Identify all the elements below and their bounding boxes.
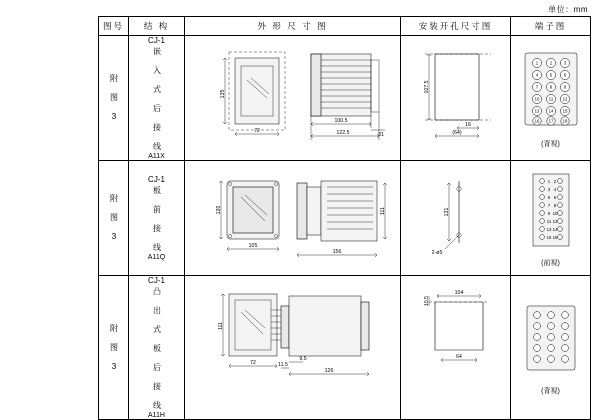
svg-text:13: 13 xyxy=(546,227,551,232)
svg-text:105: 105 xyxy=(248,243,258,249)
mounting-cell-2 xyxy=(401,161,511,276)
header-terminal: 端子图 xyxy=(511,17,591,36)
fig-no-cell-1 xyxy=(99,36,129,161)
structure-model-2: A11Q xyxy=(147,254,166,261)
svg-text:12: 12 xyxy=(552,219,557,224)
unit-note: 单位：mm xyxy=(548,5,588,14)
svg-text:13: 13 xyxy=(534,108,539,114)
terminal-cell-2 xyxy=(511,161,591,276)
table-row xyxy=(99,161,591,276)
svg-text:18: 18 xyxy=(562,118,567,124)
svg-text:4: 4 xyxy=(553,187,556,192)
svg-text:31: 31 xyxy=(378,132,384,138)
svg-text:2-ø5: 2-ø5 xyxy=(431,250,443,256)
svg-text:7: 7 xyxy=(547,203,550,208)
svg-text:7: 7 xyxy=(535,84,538,90)
mounting-cell-1 xyxy=(401,36,511,161)
svg-text:100.5: 100.5 xyxy=(334,118,348,124)
structure-cell-2 xyxy=(129,161,185,276)
svg-text:1: 1 xyxy=(535,60,538,66)
terminal-caption-3: (背视) xyxy=(541,387,560,395)
svg-text:8: 8 xyxy=(549,84,552,90)
svg-text:3: 3 xyxy=(547,187,550,192)
svg-text:8: 8 xyxy=(553,203,556,208)
fig-no-cell-3 xyxy=(99,276,129,420)
table-row xyxy=(99,36,591,161)
svg-text:72: 72 xyxy=(250,360,256,366)
outline-cell-1 xyxy=(185,36,401,161)
header-outline: 外 形 尺 寸 图 xyxy=(185,17,401,36)
structure-desc-1: 嵌 入 式 后 接 线 xyxy=(152,47,162,151)
terminal-cell-1 xyxy=(511,36,591,161)
svg-text:17: 17 xyxy=(548,118,553,124)
terminal-caption-2: (前视) xyxy=(541,260,560,267)
header-mounting: 安装开孔尺寸图 xyxy=(401,17,511,36)
structure-name-1: CJ-1 xyxy=(148,36,165,45)
table-header-row xyxy=(99,17,591,36)
svg-text:11: 11 xyxy=(548,96,553,102)
fig-no-label-3: 附 图 3 xyxy=(109,323,119,372)
structure-model-1: A11X xyxy=(148,153,165,160)
svg-text:5: 5 xyxy=(547,195,550,200)
svg-text:135: 135 xyxy=(220,89,226,99)
svg-text:104: 104 xyxy=(454,290,464,296)
svg-text:10: 10 xyxy=(552,211,557,216)
fig-no-label-2: 附 图 3 xyxy=(109,194,119,242)
svg-text:5: 5 xyxy=(549,72,552,78)
mounting-cell-3 xyxy=(401,276,511,420)
svg-text:2: 2 xyxy=(553,179,556,184)
structure-cell-3 xyxy=(129,276,185,420)
svg-text:122.5: 122.5 xyxy=(336,130,350,136)
structure-cell-1 xyxy=(129,36,185,161)
svg-text:72: 72 xyxy=(254,128,260,134)
svg-text:(64): (64) xyxy=(452,130,462,136)
svg-text:10: 10 xyxy=(534,96,539,102)
structure-model-3: A11H xyxy=(148,412,165,419)
svg-text:6: 6 xyxy=(553,195,556,200)
spec-table xyxy=(98,16,591,420)
svg-text:131: 131 xyxy=(444,207,450,217)
structure-desc-2: 板 前 接 线 xyxy=(152,186,162,252)
svg-text:9.5: 9.5 xyxy=(299,356,307,362)
svg-text:16: 16 xyxy=(465,122,471,128)
header-structure: 结 构 xyxy=(129,17,185,36)
fig-no-cell-2 xyxy=(99,161,129,276)
svg-text:15: 15 xyxy=(562,108,567,114)
structure-name-3: CJ-1 xyxy=(148,276,165,285)
svg-text:2: 2 xyxy=(549,60,552,66)
svg-text:4: 4 xyxy=(535,72,538,78)
svg-text:16: 16 xyxy=(552,235,557,240)
svg-text:126: 126 xyxy=(324,368,334,374)
svg-text:14: 14 xyxy=(548,108,553,114)
svg-text:120: 120 xyxy=(216,205,222,215)
svg-text:10.5: 10.5 xyxy=(424,295,430,307)
svg-text:3: 3 xyxy=(563,60,566,66)
svg-text:156: 156 xyxy=(332,249,342,255)
svg-text:12: 12 xyxy=(562,96,567,102)
outline-cell-2 xyxy=(185,161,401,276)
svg-text:16: 16 xyxy=(534,118,539,124)
svg-text:14: 14 xyxy=(552,227,557,232)
svg-text:11.5: 11.5 xyxy=(278,362,288,368)
terminal-caption-1: (背视) xyxy=(541,141,560,148)
header-fig-no: 图号 xyxy=(99,17,129,36)
table-row xyxy=(99,276,591,420)
svg-text:9: 9 xyxy=(563,84,566,90)
svg-text:6: 6 xyxy=(563,72,566,78)
svg-text:107.5: 107.5 xyxy=(424,80,430,94)
terminal-cell-3 xyxy=(511,276,591,420)
outline-cell-3 xyxy=(185,276,401,420)
svg-text:15: 15 xyxy=(546,235,551,240)
structure-name-2: CJ-1 xyxy=(148,175,165,184)
svg-text:9: 9 xyxy=(547,211,550,216)
svg-text:111: 111 xyxy=(218,322,224,330)
svg-text:11: 11 xyxy=(546,219,551,224)
svg-text:1: 1 xyxy=(547,179,550,184)
structure-desc-3: 凸 出 式 板 后 接 线 xyxy=(152,287,162,410)
svg-text:64: 64 xyxy=(456,354,462,360)
fig-no-label-1: 附 图 3 xyxy=(109,74,119,122)
svg-text:111: 111 xyxy=(380,207,386,215)
